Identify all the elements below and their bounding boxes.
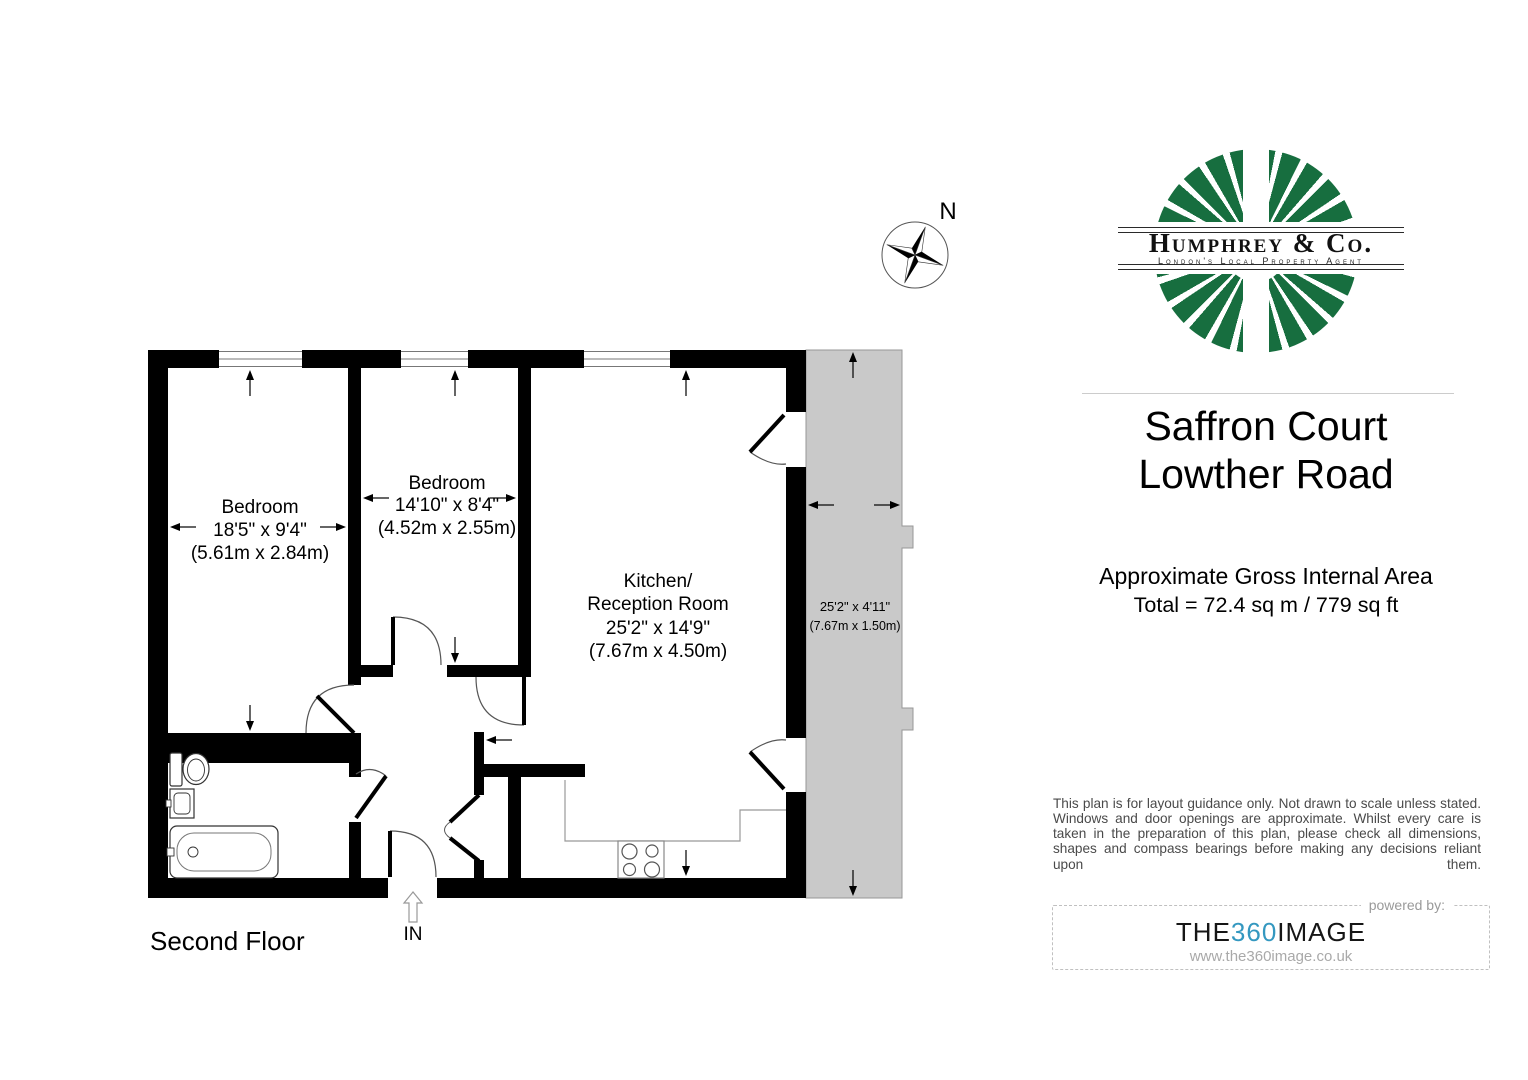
compass-rose — [882, 198, 957, 288]
property-title-line2: Lowther Road — [1138, 451, 1394, 497]
closet-bifold-door — [445, 795, 480, 861]
kitchen-dims-metric: (7.67m x 4.50m) — [588, 641, 728, 662]
powered-by-label: powered by: — [1361, 897, 1453, 913]
kitchen-dims-imperial: 25'2" x 14'9" — [605, 618, 711, 639]
powered-by-box — [1052, 897, 1490, 970]
brand-image: IMAGE — [1277, 917, 1367, 947]
agency-name: Humphrey & Co. — [1148, 228, 1374, 258]
hob — [618, 841, 664, 878]
brand-the: THE — [1175, 917, 1231, 947]
kitchen-label-line2: Reception Room — [587, 594, 729, 615]
property-title-line1: Saffron Court — [1144, 403, 1388, 449]
bedroom2-door — [393, 617, 441, 665]
bedroom2-label: Bedroom — [408, 473, 486, 494]
balcony-door-bottom — [750, 740, 786, 789]
bedroom2-dims-imperial: 14'10" x 8'4" — [394, 495, 500, 516]
bathtub — [167, 826, 278, 878]
toilet — [170, 753, 209, 786]
balcony-door-top — [750, 415, 786, 464]
agency-tagline: London's Local Property Agent — [1158, 256, 1364, 266]
kitchen-counter — [565, 780, 786, 841]
brand-360: 360 — [1230, 917, 1278, 947]
entrance-marker — [404, 892, 423, 945]
kitchen-door — [476, 677, 524, 725]
entrance-door — [390, 831, 436, 877]
property-title — [1056, 402, 1476, 498]
balcony-dims-metric: (7.67m x 1.50m) — [809, 619, 901, 633]
area-total: Total = 72.4 sq m / 779 sq ft — [1133, 593, 1399, 617]
bedroom2-dims-metric: (4.52m x 2.55m) — [377, 518, 517, 539]
compass-north-label: N — [939, 198, 957, 225]
kitchen-label-line1: Kitchen/ — [623, 571, 693, 592]
bedroom1-label: Bedroom — [221, 497, 299, 518]
bedroom1-dims-metric: (5.61m x 2.84m) — [190, 543, 330, 564]
bedroom1-dims-imperial: 18'5" x 9'4" — [213, 520, 307, 541]
sink — [166, 789, 194, 818]
the360image-url: www.the360image.co.uk — [1189, 948, 1353, 965]
area-heading: Approximate Gross Internal Area — [1099, 563, 1433, 589]
balcony-dims-imperial: 25'2" x 4'11" — [819, 599, 891, 614]
title-separator — [1082, 393, 1454, 394]
bedroom1-door — [306, 685, 354, 733]
entrance-arrow-icon — [404, 892, 422, 922]
disclaimer-text: This plan is for layout guidance only. Not drawn to scale unless stated. Windows and door openings are approximate. Whilst every care is taken in the preparation of this plan, please check all dimensions, shapes and compass bearings before making any decisions reliant upon them. — [1053, 795, 1481, 872]
entrance-label: IN — [403, 924, 423, 945]
the360image-brand — [1053, 917, 1489, 948]
windows — [219, 350, 670, 368]
floor-label: Second Floor — [150, 926, 305, 956]
